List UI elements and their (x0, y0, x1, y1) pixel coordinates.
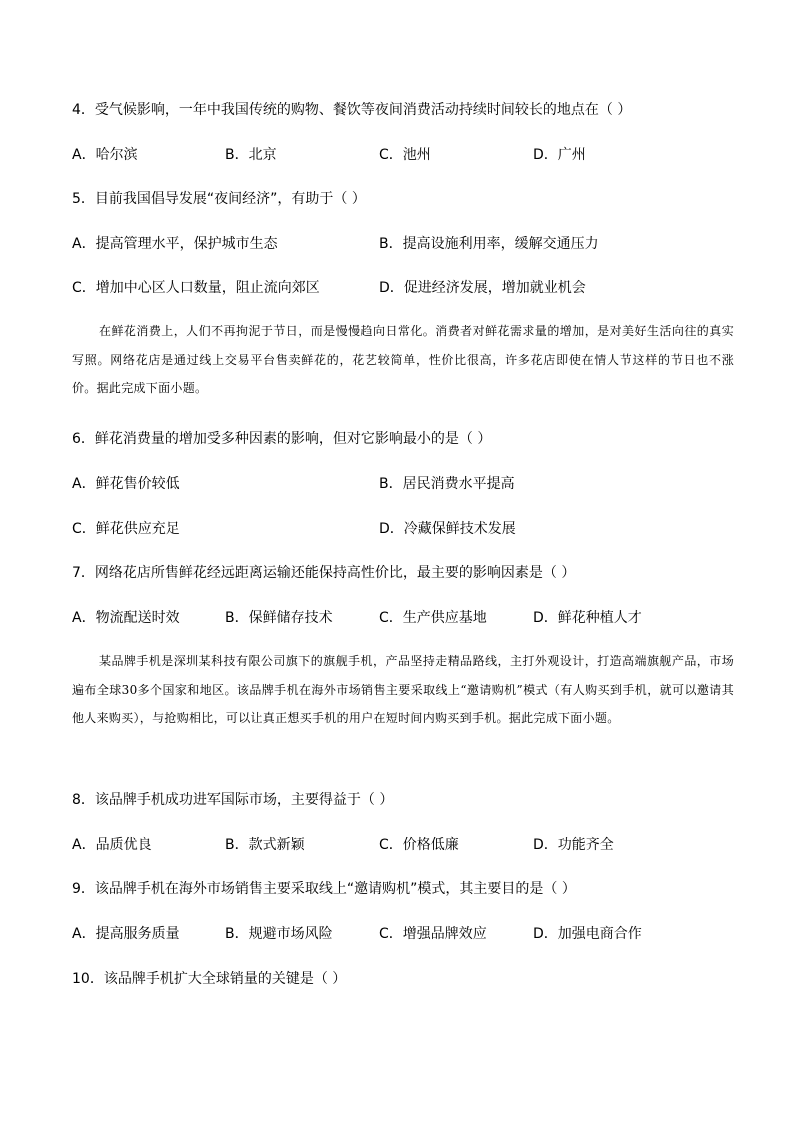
question-9-option-a: A．提高服务质量 (72, 926, 180, 942)
question-8-option-c: C．价格低廉 (379, 837, 459, 853)
question-9-option-b: B．规避市场风险 (225, 926, 333, 942)
question-6-option-b: B．居民消费水平提高 (379, 476, 515, 492)
question-4-option-c: C．池州 (379, 147, 431, 163)
question-10-stem: 10．该品牌手机扩大全球销量的关键是（ ） (72, 971, 347, 987)
question-5-stem: 5．目前我国倡导发展“夜间经济”，有助于（ ） (72, 191, 366, 207)
question-6-options-row-1 (72, 474, 734, 494)
question-6-stem: 6．鲜花消费量的增加受多种因素的影响，但对它影响最小的是（ ） (72, 431, 492, 447)
question-8-option-a: A．品质优良 (72, 837, 152, 853)
question-6-option-a: A．鲜花售价较低 (72, 476, 180, 492)
question-9-stem: 9．该品牌手机在海外市场销售主要采取线上“邀请购机”模式，其主要目的是（ ） (72, 881, 576, 897)
question-7-option-d: D．鲜花种植人才 (533, 610, 642, 626)
question-8-option-d: D．功能齐全 (533, 837, 614, 853)
question-7-option-a: A．物流配送时效 (72, 610, 180, 626)
question-8-stem: 8．该品牌手机成功进军国际市场，主要得益于（ ） (72, 792, 394, 808)
question-7-stem: 7．网络花店所售鲜花经远距离运输还能保持高性价比，最主要的影响因素是（ ） (72, 565, 576, 581)
question-9-option-d: D．加强电商合作 (533, 926, 642, 942)
question-8-options (72, 835, 734, 855)
question-5-option-d: D．促进经济发展，增加就业机会 (379, 280, 586, 296)
question-7-option-c: C．生产供应基地 (379, 610, 487, 626)
reading-passage-phone: 某品牌手机是深圳某科技有限公司旗下的旗舰手机，产品坚持走精品路线，主打外观设计，打造高端旗舰产品，市场遍布全球30多个国家和地区。该品牌手机在海外市场销售主要采取线上“邀请购机”模式（有人购买到手机，就可以邀请其他人来购买），与抢购相比，可以让真正想买手机的用户在短时间内购买到手机。据此完成下面小题。 (72, 654, 734, 725)
question-5-options-row-2 (72, 278, 734, 298)
question-4-option-d: D．广州 (533, 147, 586, 163)
question-9-options (72, 924, 734, 944)
question-5-option-b: B．提高设施利用率，缓解交通压力 (379, 236, 599, 252)
question-4-option-a: A．哈尔滨 (72, 147, 138, 163)
question-5-option-c: C．增加中心区人口数量，阻止流向郊区 (72, 280, 320, 296)
question-4-options (72, 145, 734, 165)
question-4-stem: 4．受气候影响，一年中我国传统的购物、餐饮等夜间消费活动持续时间较长的地点在（ ） (72, 102, 632, 118)
question-9-option-c: C．增强品牌效应 (379, 926, 487, 942)
question-4-option-b: B．北京 (225, 147, 277, 163)
reading-passage-flowers: 在鲜花消费上，人们不再拘泥于节日，而是慢慢趋向日常化。消费者对鲜花需求量的增加，是对美好生活向往的真实写照。网络花店是通过线上交易平台售卖鲜花的，花艺较简单，性价比很高，许多花店即使在情人节这样的节日也不涨价。据此完成下面小题。 (72, 324, 734, 395)
question-7-options (72, 608, 734, 628)
question-6-options-row-2 (72, 519, 734, 539)
question-6-option-d: D．冷藏保鲜技术发展 (379, 521, 516, 537)
question-7-option-b: B．保鲜储存技术 (225, 610, 333, 626)
question-5-option-a: A．提高管理水平，保护城市生态 (72, 236, 278, 252)
question-6-option-c: C．鲜花供应充足 (72, 521, 180, 537)
question-5-options-row-1 (72, 234, 734, 254)
question-8-option-b: B．款式新颖 (225, 837, 305, 853)
